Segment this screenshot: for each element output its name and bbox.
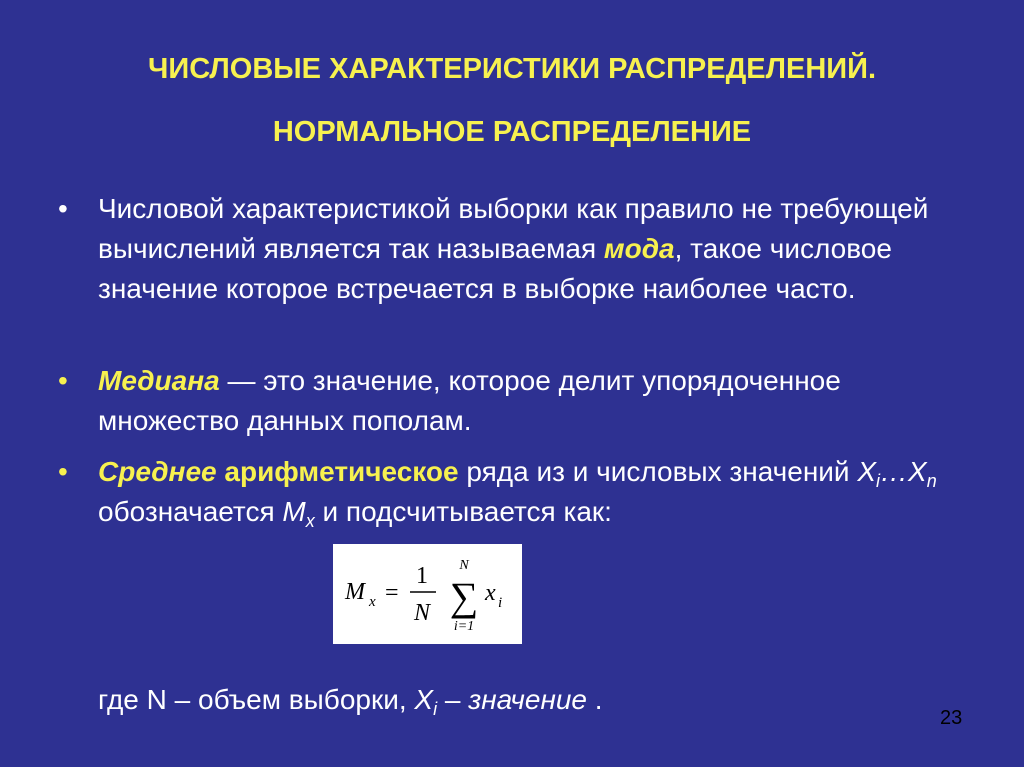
var-m: M xyxy=(282,496,306,527)
sigma-icon: ∑ xyxy=(449,574,479,619)
slide-title: ЧИСЛОВЫЕ ХАРАКТЕРИСТИКИ РАСПРЕДЕЛЕНИЙ. xyxy=(147,53,877,85)
bullet-mean-text-b: обозначается xyxy=(98,496,283,527)
formula-lhs-sub: x xyxy=(369,594,376,610)
var-x2: X xyxy=(908,456,927,487)
bullet-mean xyxy=(98,452,978,532)
var-x: X xyxy=(414,684,434,715)
term-mean-bold: арифметическое xyxy=(216,456,459,487)
where-dash: – xyxy=(437,684,469,715)
where-text: где N – объем выборки, xyxy=(98,684,415,715)
page-number: 23 xyxy=(940,707,963,729)
bullet-mean-text-c: и подсчитывается как: xyxy=(314,496,612,527)
formula-term-sub: i xyxy=(498,595,503,611)
bullet-marker: • xyxy=(58,193,68,224)
var-x1: X xyxy=(857,456,877,487)
bullet-mode xyxy=(98,189,978,309)
where-value: значение xyxy=(468,684,587,715)
sum-lower: i=1 xyxy=(453,619,475,634)
sum-upper: N xyxy=(459,558,469,573)
mean-formula xyxy=(333,544,522,644)
sub-x: x xyxy=(305,511,315,531)
bullet-median xyxy=(98,361,978,441)
bullet-marker: • xyxy=(58,365,68,396)
term-mode: мода xyxy=(603,233,675,264)
bullet-mode-text-a: Числовой характеристикой выборки как правило не требующей вычислений является так называемая xyxy=(98,193,929,264)
bullet-mean-text-a: ряда из и числовых значений xyxy=(458,456,858,487)
sub-i: i xyxy=(433,699,438,719)
bullet-mode-text-b: , такое числовое значение которое встречается в выборке наиболее часто. xyxy=(98,233,892,304)
term-mean-italic: Среднее xyxy=(98,456,217,487)
formula-numerator: 1 xyxy=(416,563,428,589)
where-dot: . xyxy=(587,684,603,715)
formula-box xyxy=(333,544,522,644)
term-median: Медиана xyxy=(98,365,220,396)
bullet-marker: • xyxy=(58,456,68,487)
formula-lhs: M xyxy=(345,579,365,605)
definition-line xyxy=(98,682,603,718)
formula-eq: = xyxy=(385,580,399,606)
sub-n: n xyxy=(926,471,937,491)
slide-subtitle: НОРМАЛЬНОЕ РАСПРЕДЕЛЕНИЕ xyxy=(272,116,752,148)
formula-denominator: N xyxy=(413,600,431,626)
sub-i: i xyxy=(876,471,881,491)
ellipsis: … xyxy=(880,456,909,487)
bullet-median-text: — это значение, которое делит упорядоченное множество данных пополам. xyxy=(98,365,841,436)
formula-term: x xyxy=(485,580,496,606)
